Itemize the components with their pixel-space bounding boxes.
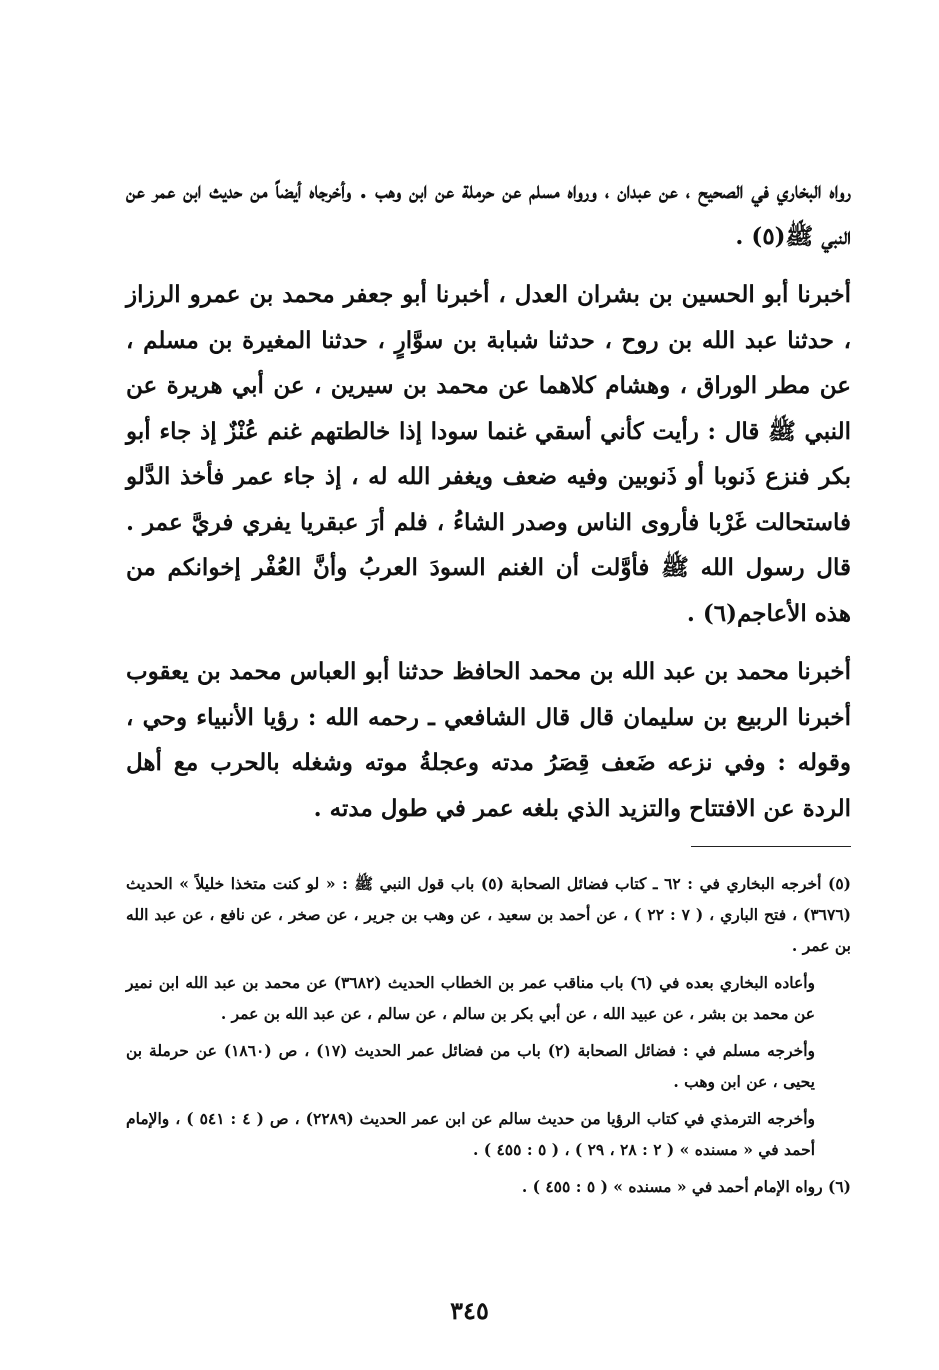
- paragraph-1: رواه البخاري في الصحيح ، عن عبدان ، ورواه مسلم عن حرملة عن ابن وهب . وأخرجاه أيضاً من حديث ابن عمر عن النبي ﷺ(٥) .: [126, 177, 851, 250]
- paragraph-3: أخبرنا محمد بن عبد الله بن محمد الحافظ حدثنا أبو العباس محمد بن يعقوب أخبرنا الربيع بن سليمان قال قال الشافعي ـ رحمه الله : رؤيا الأنبياء وحي ، وقوله : وفي نزعه ضَعف قِصَرُ مدته وعجلةُ موته وشغله بالحرب مع أهل الردة عن الافتتاح والتزيد الذي بلغه عمر في طول مدته .: [126, 658, 851, 822]
- footnote-5-continued-tirmidhi: وأخرجه الترمذي في كتاب الرؤيا من حديث سالم عن ابن عمر الحديث (٢٢٨٩) ، ص ( ٤ : ٥٤١ ) ، والإمام أحمد في « مسنده » ( ٢ : ٢٨ ، ٢٩ ) ، ( ٥ : ٤٥٥ ) .: [126, 1109, 816, 1159]
- page-number: ٣٤٥: [450, 1296, 489, 1325]
- footnote-5-continued-bukhari: وأعاده البخاري بعده في (٦) باب مناقب عمر بن الخطاب الحديث (٣٦٨٢) عن محمد بن عبد الله ابن نمير عن محمد بن بشر ، عن عبيد الله ، عن أبي بكر بن سالم ، عن سالم ، عن عبد الله بن عمر .: [126, 973, 815, 1023]
- footnote-separator: [691, 846, 851, 847]
- footnotes: [126, 868, 851, 1202]
- footnote-5: (٥) أخرجه البخاري في : ٦٢ ـ كتاب فضائل الصحابة (٥) باب قول النبي ﷺ : « لو كنت متخذا خليلاً » الحديث (٣٦٧٦) ، فتح الباري ، ( ٧ : ٢٢ ) ، عن أحمد بن سعيد ، عن وهب بن جرير ، عن صخر ، عن نافع ، عن عبد الله بن عمر .: [126, 874, 851, 955]
- paragraph-2: أخبرنا أبو الحسين بن بشران العدل ، أخبرنا أبو جعفر محمد بن عمرو الرزاز ، حدثنا عبد الله بن روح ، حدثنا شبابة بن سوَّارٍ ، حدثنا المغيرة بن مسلم ، عن مطر الوراق ، وهشام كلاهما عن محمد بن سيرين ، عن أبي هريرة عن النبي ﷺ قال : رأيت كأني أسقي غنما سودا إذا خالطتهم غنم عُنْزٌ إذ جاء أبو بكر فنزع ذَنوبا أو ذَنوبين وفيه ضعف ويغفر الله له ، إذ جاء عمر فأخذ الدَّلو فاستحالت غَرْبا فأروى الناس وصدر الشاءُ ، فلم أرَ عبقريا يفري فريَّ عمر . قال رسول الله ﷺ فأوَّلت أن الغنم السودَ العربُ وأنَّ العُفْر إخوانكم من هذه الأعاجم(٦) .: [126, 281, 851, 627]
- footnote-5-continued-muslim: وأخرجه مسلم في : فضائل الصحابة (٢) باب من فضائل عمر الحديث (١٧) ، ص (١٨٦٠) عن حرملة بن يحيى ، عن ابن وهب .: [126, 1041, 815, 1091]
- footnote-6: (٦) رواه الإمام أحمد في « مسنده » ( ٥ : ٤٥٥ ) .: [521, 1177, 851, 1196]
- main-text: [126, 168, 851, 831]
